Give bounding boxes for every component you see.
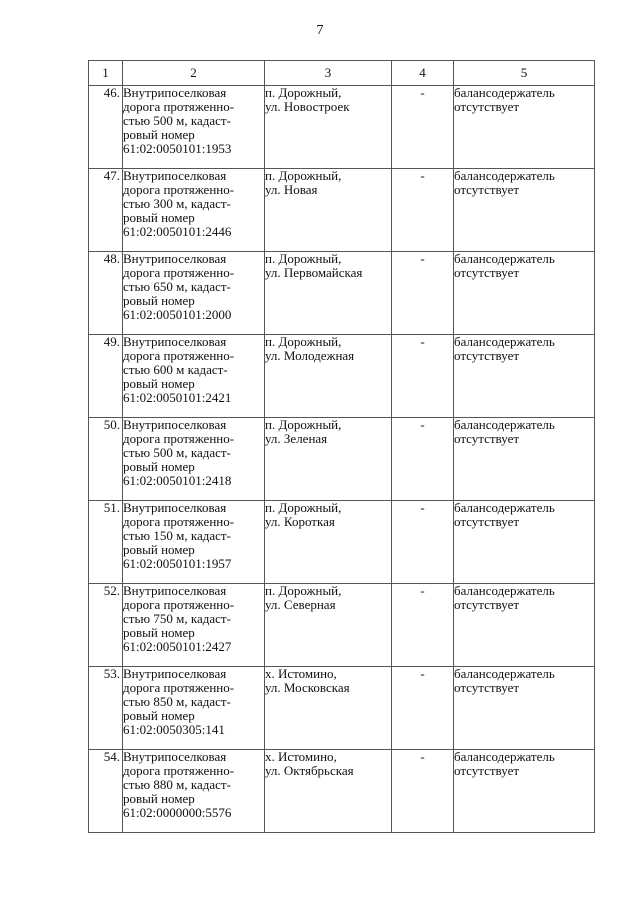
address-line: п. Дорожный, xyxy=(265,583,342,598)
address-line: ул. Молодежная xyxy=(265,348,355,363)
object-description-line: дорога протяженно- xyxy=(123,597,235,612)
balance-holder-line: балансодержатель xyxy=(454,168,555,183)
address-line: ул. Московская xyxy=(265,680,350,695)
row-number: 49. xyxy=(103,334,120,349)
table-row xyxy=(89,584,595,667)
table-row xyxy=(89,335,595,418)
row-number: 54. xyxy=(103,749,120,764)
address-cell xyxy=(265,584,392,667)
object-description-line: 61:02:0050305:141 xyxy=(123,722,225,737)
object-description-line: Внутрипоселковая xyxy=(123,417,227,432)
object-description-line: 61:02:0000000:5576 xyxy=(123,805,232,820)
object-description-line: ровый номер xyxy=(123,708,195,723)
table-header-row xyxy=(89,61,595,86)
object-description-line: дорога протяженно- xyxy=(123,514,235,529)
address-line: ул. Новая xyxy=(265,182,318,197)
row-number-cell xyxy=(89,501,123,584)
row-number: 51. xyxy=(103,500,120,515)
balance-holder-line: балансодержатель xyxy=(454,334,555,349)
address-line: п. Дорожный, xyxy=(265,417,342,432)
object-description-line: Внутрипоселковая xyxy=(123,583,227,598)
object-description-line: 61:02:0050101:1953 xyxy=(123,141,232,156)
row-number-cell xyxy=(89,335,123,418)
row-number-cell xyxy=(89,86,123,169)
object-description-line: ровый номер xyxy=(123,293,195,308)
object-description-line: Внутрипоселковая xyxy=(123,334,227,349)
address-line: ул. Зеленая xyxy=(265,431,328,446)
column-4-cell: - xyxy=(392,667,454,750)
object-description-line: ровый номер xyxy=(123,459,195,474)
address-cell xyxy=(265,335,392,418)
table-row xyxy=(89,252,595,335)
address-cell xyxy=(265,667,392,750)
object-description-line: дорога протяженно- xyxy=(123,763,235,778)
object-description-line: стью 500 м, кадаст- xyxy=(123,445,231,460)
object-description-line: стью 300 м, кадаст- xyxy=(123,196,231,211)
object-description-line: Внутрипоселковая xyxy=(123,168,227,183)
object-description-line: 61:02:0050101:1957 xyxy=(123,556,232,571)
balance-holder-cell xyxy=(454,501,595,584)
row-number-cell xyxy=(89,750,123,833)
row-number: 47. xyxy=(103,168,120,183)
balance-holder-cell xyxy=(454,667,595,750)
balance-holder-cell xyxy=(454,750,595,833)
address-cell xyxy=(265,750,392,833)
table-row xyxy=(89,501,595,584)
object-description-line: стью 600 м кадаст- xyxy=(123,362,228,377)
row-number: 50. xyxy=(103,417,120,432)
address-line: п. Дорожный, xyxy=(265,334,342,349)
column-4-cell: - xyxy=(392,750,454,833)
header-cell-1: 1 xyxy=(89,61,123,86)
column-4-cell: - xyxy=(392,335,454,418)
balance-holder-cell xyxy=(454,252,595,335)
address-line: х. Истомино, xyxy=(265,666,337,681)
address-line: ул. Первомайская xyxy=(265,265,363,280)
header-cell-4: 4 xyxy=(392,61,454,86)
balance-holder-cell xyxy=(454,584,595,667)
object-description-line: дорога протяженно- xyxy=(123,431,235,446)
address-line: п. Дорожный, xyxy=(265,85,342,100)
object-description-line: Внутрипоселковая xyxy=(123,666,227,681)
column-4-cell: - xyxy=(392,86,454,169)
object-description-line: ровый номер xyxy=(123,376,195,391)
address-cell xyxy=(265,252,392,335)
row-number: 53. xyxy=(103,666,120,681)
balance-holder-line: балансодержатель xyxy=(454,85,555,100)
balance-holder-cell xyxy=(454,86,595,169)
object-description-line: дорога протяженно- xyxy=(123,265,235,280)
object-description-line: дорога протяженно- xyxy=(123,99,235,114)
row-number-cell xyxy=(89,584,123,667)
table-row xyxy=(89,86,595,169)
object-description-cell xyxy=(123,501,265,584)
object-description-line: стью 750 м, кадаст- xyxy=(123,611,231,626)
address-cell xyxy=(265,86,392,169)
object-description-cell xyxy=(123,750,265,833)
object-description-line: 61:02:0050101:2427 xyxy=(123,639,232,654)
balance-holder-line: балансодержатель xyxy=(454,500,555,515)
row-number-cell xyxy=(89,667,123,750)
object-description-line: Внутрипоселковая xyxy=(123,749,227,764)
balance-holder-line: отсутствует xyxy=(454,514,520,529)
column-4-cell: - xyxy=(392,418,454,501)
address-line: ул. Новостроек xyxy=(265,99,350,114)
balance-holder-line: отсутствует xyxy=(454,99,520,114)
row-number-cell xyxy=(89,252,123,335)
object-description-line: Внутрипоселковая xyxy=(123,251,227,266)
balance-holder-line: отсутствует xyxy=(454,182,520,197)
address-line: ул. Северная xyxy=(265,597,336,612)
table-row xyxy=(89,750,595,833)
balance-holder-line: балансодержатель xyxy=(454,417,555,432)
table-row xyxy=(89,418,595,501)
address-cell xyxy=(265,169,392,252)
object-description-cell xyxy=(123,86,265,169)
address-line: ул. Короткая xyxy=(265,514,335,529)
row-number-cell xyxy=(89,169,123,252)
balance-holder-line: отсутствует xyxy=(454,680,520,695)
object-description-cell xyxy=(123,252,265,335)
object-description-line: стью 150 м, кадаст- xyxy=(123,528,231,543)
balance-holder-line: отсутствует xyxy=(454,763,520,778)
address-line: п. Дорожный, xyxy=(265,500,342,515)
header-cell-2: 2 xyxy=(123,61,265,86)
object-description-cell xyxy=(123,667,265,750)
object-description-line: ровый номер xyxy=(123,625,195,640)
balance-holder-cell xyxy=(454,418,595,501)
page-number: 7 xyxy=(316,23,324,38)
object-description-line: стью 650 м, кадаст- xyxy=(123,279,231,294)
balance-holder-line: отсутствует xyxy=(454,348,520,363)
object-description-line: стью 880 м, кадаст- xyxy=(123,777,231,792)
object-description-line: ровый номер xyxy=(123,127,195,142)
balance-holder-line: отсутствует xyxy=(454,597,520,612)
column-4-cell: - xyxy=(392,252,454,335)
balance-holder-line: балансодержатель xyxy=(454,749,555,764)
object-description-line: 61:02:0050101:2446 xyxy=(123,224,232,239)
object-description-line: дорога протяженно- xyxy=(123,680,235,695)
property-registry-table xyxy=(88,60,595,833)
header-cell-3: 3 xyxy=(265,61,392,86)
object-description-line: 61:02:0050101:2418 xyxy=(123,473,232,488)
balance-holder-cell xyxy=(454,335,595,418)
header-cell-5: 5 xyxy=(454,61,595,86)
balance-holder-line: балансодержатель xyxy=(454,666,555,681)
object-description-cell xyxy=(123,335,265,418)
object-description-line: 61:02:0050101:2421 xyxy=(123,390,232,405)
address-line: ул. Октябрьская xyxy=(265,763,354,778)
balance-holder-line: отсутствует xyxy=(454,431,520,446)
object-description-line: ровый номер xyxy=(123,791,195,806)
object-description-line: стью 850 м, кадаст- xyxy=(123,694,231,709)
balance-holder-line: отсутствует xyxy=(454,265,520,280)
column-4-cell: - xyxy=(392,169,454,252)
address-line: п. Дорожный, xyxy=(265,251,342,266)
address-line: п. Дорожный, xyxy=(265,168,342,183)
object-description-line: стью 500 м, кадаст- xyxy=(123,113,231,128)
object-description-line: ровый номер xyxy=(123,210,195,225)
row-number: 52. xyxy=(103,583,120,598)
row-number: 48. xyxy=(103,251,120,266)
table-row xyxy=(89,667,595,750)
object-description-line: дорога протяженно- xyxy=(123,348,235,363)
address-cell xyxy=(265,501,392,584)
object-description-cell xyxy=(123,418,265,501)
balance-holder-line: балансодержатель xyxy=(454,251,555,266)
row-number: 46. xyxy=(103,85,120,100)
object-description-line: дорога протяженно- xyxy=(123,182,235,197)
column-4-cell: - xyxy=(392,584,454,667)
balance-holder-cell xyxy=(454,169,595,252)
column-4-cell: - xyxy=(392,501,454,584)
object-description-line: Внутрипоселковая xyxy=(123,500,227,515)
object-description-line: Внутрипоселковая xyxy=(123,85,227,100)
object-description-cell xyxy=(123,584,265,667)
address-cell xyxy=(265,418,392,501)
object-description-cell xyxy=(123,169,265,252)
object-description-line: 61:02:0050101:2000 xyxy=(123,307,232,322)
balance-holder-line: балансодержатель xyxy=(454,583,555,598)
address-line: х. Истомино, xyxy=(265,749,337,764)
row-number-cell xyxy=(89,418,123,501)
object-description-line: ровый номер xyxy=(123,542,195,557)
table-row xyxy=(89,169,595,252)
